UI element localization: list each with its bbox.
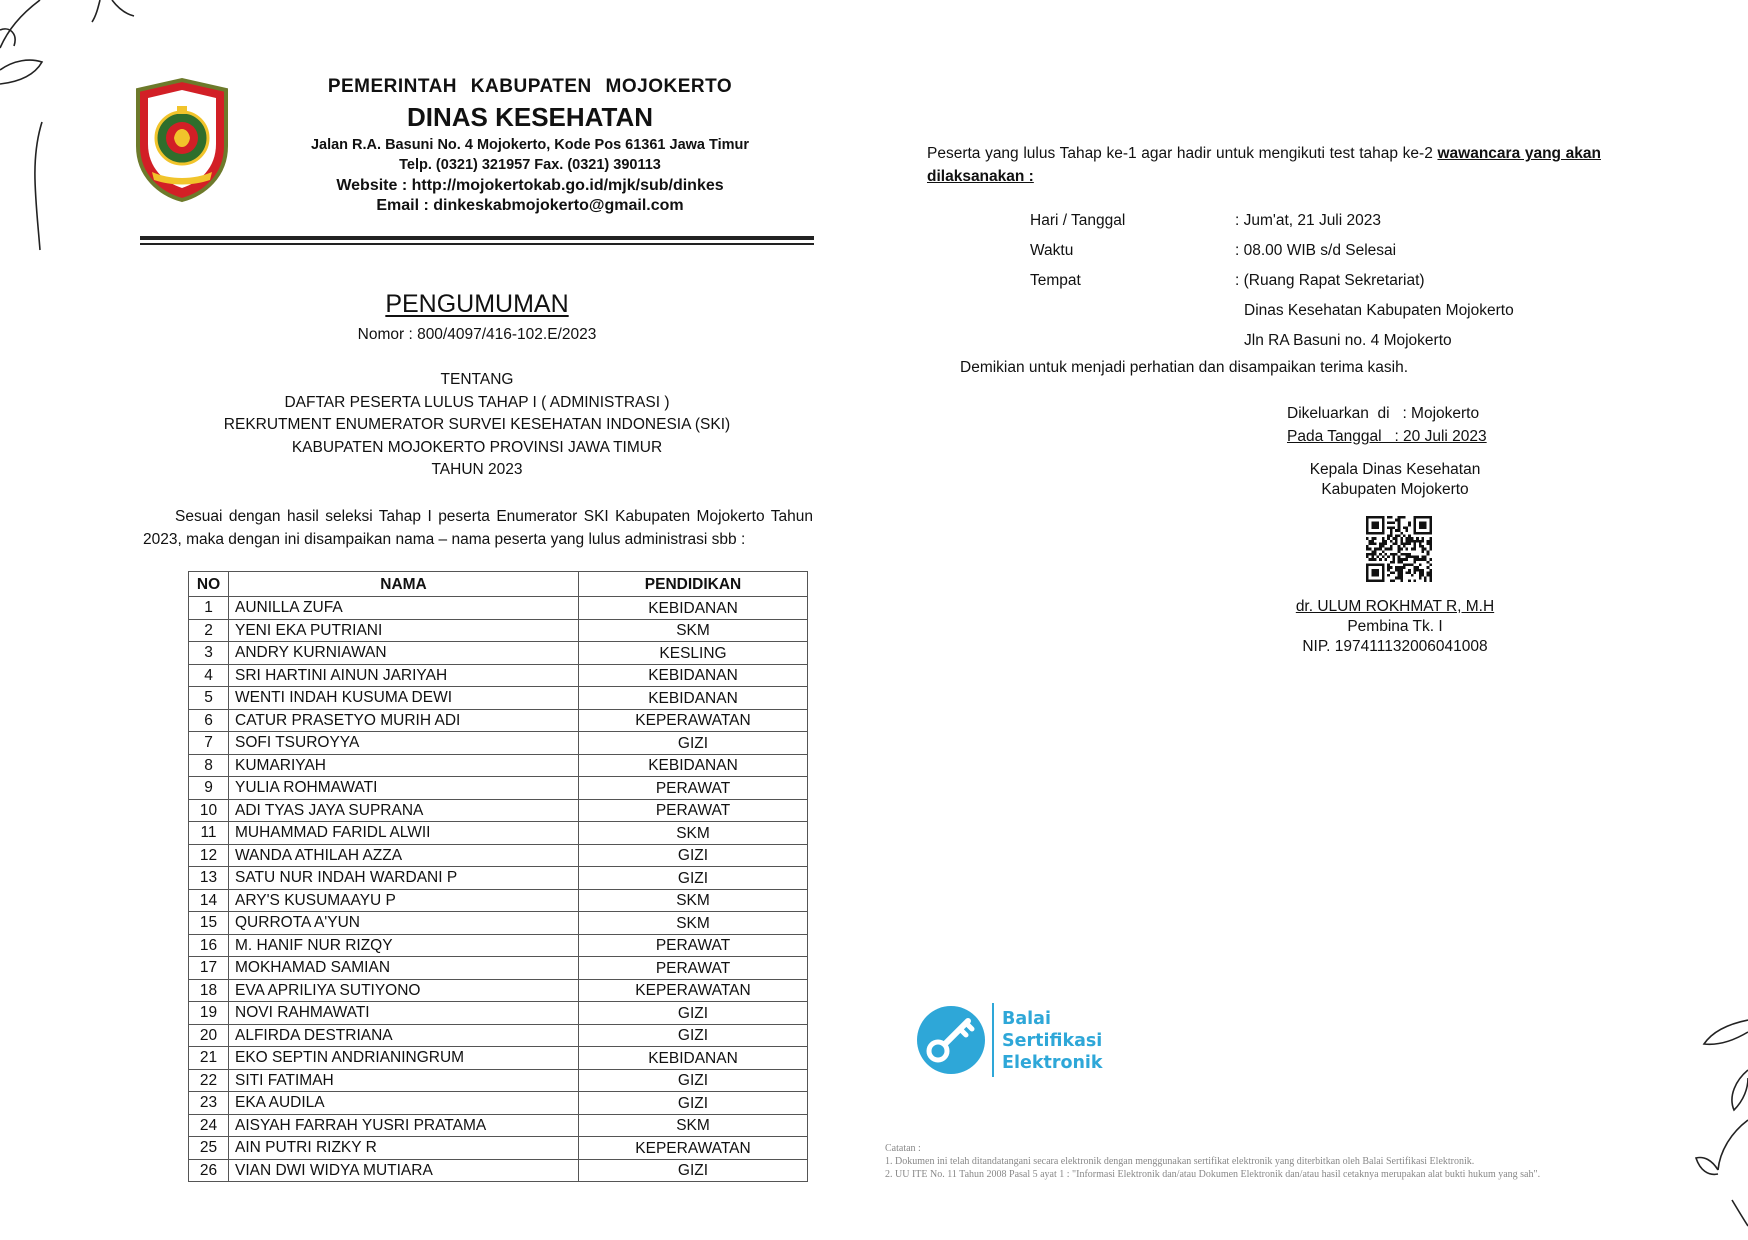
subject-line: KABUPATEN MOJOKERTO PROVINSI JAWA TIMUR	[291, 438, 663, 456]
table-row	[189, 1137, 808, 1160]
table-row	[189, 912, 808, 935]
participant-education: GIZI	[579, 732, 808, 755]
row-number: 5	[189, 687, 229, 710]
table-row	[189, 597, 808, 620]
signatory-office: Kepala Dinas Kesehatan	[1309, 461, 1481, 478]
participant-education: SKM	[579, 619, 808, 642]
announcement-intro: Sesuai dengan hasil seleksi Tahap I peserta Enumerator SKI Kabupaten Mojokerto Tahun 2023, maka dengan ini disampaikan nama – nama peserta yang lulus administrasi sbb :	[143, 508, 813, 548]
participant-name: YENI EKA PUTRIANI	[229, 619, 579, 642]
participant-name: AIN PUTRI RIZKY R	[229, 1137, 579, 1160]
signatory-nip: NIP. 197411132006041008	[1302, 638, 1488, 655]
header-education: PENDIDIKAN	[579, 572, 808, 597]
participant-education: GIZI	[579, 1069, 808, 1092]
participant-name: KUMARIYAH	[229, 754, 579, 777]
row-number: 16	[189, 934, 229, 957]
row-number: 11	[189, 822, 229, 845]
participant-education: KEBIDANAN	[579, 1047, 808, 1070]
kabupaten-mojokerto-crest-icon	[130, 76, 234, 204]
participant-name: VIAN DWI WIDYA MUTIARA	[229, 1159, 579, 1182]
footnote-line: 1. Dokumen ini telah ditandatangani secara elektronik dengan menggunakan sertifikat elektronik yang diterbitkan oleh Balai Sertifikasi Elektronik.	[885, 1156, 1475, 1167]
row-number: 12	[189, 844, 229, 867]
participant-education: SKM	[579, 889, 808, 912]
row-number: 18	[189, 979, 229, 1002]
subject-line: TAHUN 2023	[431, 461, 523, 478]
schedule-place-line: Jln RA Basuni no. 4 Mojokerto	[1244, 332, 1452, 349]
participant-education: KEBIDANAN	[579, 597, 808, 620]
corner-ornament-bottom-right	[1648, 1010, 1748, 1230]
subject-line: TENTANG	[440, 371, 514, 388]
schedule-time-value: : 08.00 WIB s/d Selesai	[1235, 242, 1397, 259]
participant-education: KEBIDANAN	[579, 664, 808, 687]
schedule-date-value: : Jum'at, 21 Juli 2023	[1235, 212, 1381, 229]
participant-name: QURROTA A'YUN	[229, 912, 579, 935]
table-row	[189, 754, 808, 777]
participant-education: SKM	[579, 1114, 808, 1137]
footnote-line: 2. UU ITE No. 11 Tahun 2008 Pasal 5 ayat 1 : "Informasi Elektronik dan/atau Dokumen Elektronik dan/atau hasil cetaknya merupakan alat bukti hukum yang sah".	[885, 1169, 1541, 1180]
participant-name: AISYAH FARRAH YUSRI PRATAMA	[229, 1114, 579, 1137]
row-number: 15	[189, 912, 229, 935]
participant-education: GIZI	[579, 1092, 808, 1115]
table-row	[189, 1114, 808, 1137]
participant-education: PERAWAT	[579, 934, 808, 957]
footnote-heading: Catatan :	[885, 1143, 921, 1154]
letterhead-address: Jalan R.A. Basuni No. 4 Mojokerto, Kode Pos 61361 Jawa Timur	[310, 137, 750, 153]
interview-notice	[927, 143, 1601, 188]
bsre-divider	[992, 1003, 994, 1077]
schedule-place-line: Dinas Kesehatan Kabupaten Mojokerto	[1244, 302, 1514, 319]
header-name: NAMA	[229, 572, 579, 597]
participant-education: PERAWAT	[579, 777, 808, 800]
table-row	[189, 822, 808, 845]
participant-name: MUHAMMAD FARIDL ALWII	[229, 822, 579, 845]
table-row	[189, 642, 808, 665]
participant-education: GIZI	[579, 1024, 808, 1047]
participant-name: EKO SEPTIN ANDRIANINGRUM	[229, 1047, 579, 1070]
participant-education: GIZI	[579, 867, 808, 890]
letterhead-phone: Telp. (0321) 321957 Fax. (0321) 390113	[399, 157, 661, 173]
row-number: 1	[189, 597, 229, 620]
notice-intro-text: Peserta yang lulus Tahap ke-1 agar hadir untuk mengikuti test tahap ke-2	[927, 145, 1438, 162]
table-row	[189, 777, 808, 800]
participant-name: M. HANIF NUR RIZQY	[229, 934, 579, 957]
letterhead-government: PEMERINTAH KABUPATEN MOJOKERTO	[327, 76, 733, 97]
participant-education: PERAWAT	[579, 957, 808, 980]
bsre-name-line1: Balai	[1002, 1009, 1051, 1029]
participant-name: EVA APRILIYA SUTIYONO	[229, 979, 579, 1002]
row-number: 10	[189, 799, 229, 822]
letterhead-rule-thick	[140, 236, 814, 240]
participant-name: EKA AUDILA	[229, 1092, 579, 1115]
participant-name: AUNILLA ZUFA	[229, 597, 579, 620]
participant-education: SKM	[579, 912, 808, 935]
letterhead-email: Email : dinkeskabmojokerto@gmail.com	[376, 197, 684, 214]
table-row	[189, 1069, 808, 1092]
closing-sentence: Demikian untuk menjadi perhatian dan disampaikan terima kasih.	[960, 359, 1409, 376]
row-number: 21	[189, 1047, 229, 1070]
participant-name: MOKHAMAD SAMIAN	[229, 957, 579, 980]
letterhead-rule-thin	[140, 243, 814, 245]
participant-name: ADI TYAS JAYA SUPRANA	[229, 799, 579, 822]
participant-education: SKM	[579, 822, 808, 845]
participant-name: NOVI RAHMAWATI	[229, 1002, 579, 1025]
participant-education: KEPERAWATAN	[579, 1137, 808, 1160]
participant-education: KESLING	[579, 642, 808, 665]
bsre-name-line3: Elektronik	[1002, 1053, 1103, 1073]
participant-education: GIZI	[579, 1002, 808, 1025]
table-row	[189, 957, 808, 980]
row-number: 4	[189, 664, 229, 687]
participant-education: GIZI	[579, 1159, 808, 1182]
row-number: 25	[189, 1137, 229, 1160]
notice-intro-emphasis: wawancara yang akan dilaksanakan :	[927, 145, 1601, 185]
row-number: 2	[189, 619, 229, 642]
schedule-place-value: : (Ruang Rapat Sekretariat)	[1235, 272, 1425, 289]
participant-name: YULIA ROHMAWATI	[229, 777, 579, 800]
table-row	[189, 799, 808, 822]
row-number: 6	[189, 709, 229, 732]
table-row	[189, 1092, 808, 1115]
row-number: 22	[189, 1069, 229, 1092]
issued-place: Dikeluarkan di : Mojokerto	[1287, 405, 1480, 422]
bsre-name-line2: Sertifikasi	[1002, 1031, 1103, 1051]
subject-line: DAFTAR PESERTA LULUS TAHAP I ( ADMINISTRASI )	[284, 393, 670, 411]
participant-education: GIZI	[579, 844, 808, 867]
table-row	[189, 979, 808, 1002]
table-row	[189, 934, 808, 957]
table-row	[189, 709, 808, 732]
table-row	[189, 1159, 808, 1182]
row-number: 14	[189, 889, 229, 912]
footnote	[885, 1142, 1635, 1181]
row-number: 24	[189, 1114, 229, 1137]
participant-name: ARY'S KUSUMAAYU P	[229, 889, 579, 912]
header-no: NO	[189, 572, 229, 597]
schedule-time-label: Waktu	[1030, 242, 1074, 259]
subject-line: REKRUTMENT ENUMERATOR SURVEI KESEHATAN INDONESIA (SKI)	[223, 416, 731, 433]
table-row	[189, 687, 808, 710]
participant-name: SOFI TSUROYYA	[229, 732, 579, 755]
schedule-date-label: Hari / Tanggal	[1030, 212, 1126, 229]
table-row	[189, 844, 808, 867]
table-row	[189, 732, 808, 755]
table-row	[189, 1024, 808, 1047]
participant-name: WENTI INDAH KUSUMA DEWI	[229, 687, 579, 710]
table-row	[189, 867, 808, 890]
table-row	[189, 1047, 808, 1070]
row-number: 23	[189, 1092, 229, 1115]
participant-name: SATU NUR INDAH WARDANI P	[229, 867, 579, 890]
announcement-subject	[140, 369, 814, 482]
participant-name: WANDA ATHILAH AZZA	[229, 844, 579, 867]
row-number: 26	[189, 1159, 229, 1182]
participant-education: KEBIDANAN	[579, 754, 808, 777]
table-header-row	[189, 572, 808, 597]
announcement-number: Nomor : 800/4097/416-102.E/2023	[357, 326, 597, 343]
schedule-place-label: Tempat	[1030, 272, 1081, 289]
participant-education: KEPERAWATAN	[579, 979, 808, 1002]
participant-name: ALFIRDA DESTRIANA	[229, 1024, 579, 1047]
participant-education: KEBIDANAN	[579, 687, 808, 710]
table-body	[189, 597, 808, 1182]
row-number: 17	[189, 957, 229, 980]
row-number: 20	[189, 1024, 229, 1047]
row-number: 7	[189, 732, 229, 755]
row-number: 8	[189, 754, 229, 777]
signatory-rank: Pembina Tk. I	[1347, 618, 1443, 635]
signatory-office-region: Kabupaten Mojokerto	[1321, 481, 1469, 498]
signatory-name: dr. ULUM ROKHMAT R, M.H	[1295, 598, 1495, 615]
participant-education: PERAWAT	[579, 799, 808, 822]
announcement-title: PENGUMUMAN	[385, 290, 569, 318]
table-row	[189, 1002, 808, 1025]
row-number: 3	[189, 642, 229, 665]
letterhead-department: DINAS KESEHATAN	[406, 102, 654, 132]
qr-code-icon	[1366, 516, 1432, 582]
bsre-key-icon	[914, 1003, 988, 1077]
row-number: 13	[189, 867, 229, 890]
participant-name: ANDRY KURNIAWAN	[229, 642, 579, 665]
participant-education: KEPERAWATAN	[579, 709, 808, 732]
issued-date: Pada Tanggal : 20 Juli 2023	[1287, 428, 1487, 445]
table-row	[189, 664, 808, 687]
row-number: 19	[189, 1002, 229, 1025]
participant-name: CATUR PRASETYO MURIH ADI	[229, 709, 579, 732]
row-number: 9	[189, 777, 229, 800]
table-row	[189, 889, 808, 912]
participant-name: SRI HARTINI AINUN JARIYAH	[229, 664, 579, 687]
letterhead-website: Website : http://mojokertokab.go.id/mjk/sub/dinkes	[336, 177, 724, 194]
corner-ornament-top-left	[0, 0, 150, 260]
participant-table	[188, 571, 808, 1182]
table-row	[189, 619, 808, 642]
participant-name: SITI FATIMAH	[229, 1069, 579, 1092]
